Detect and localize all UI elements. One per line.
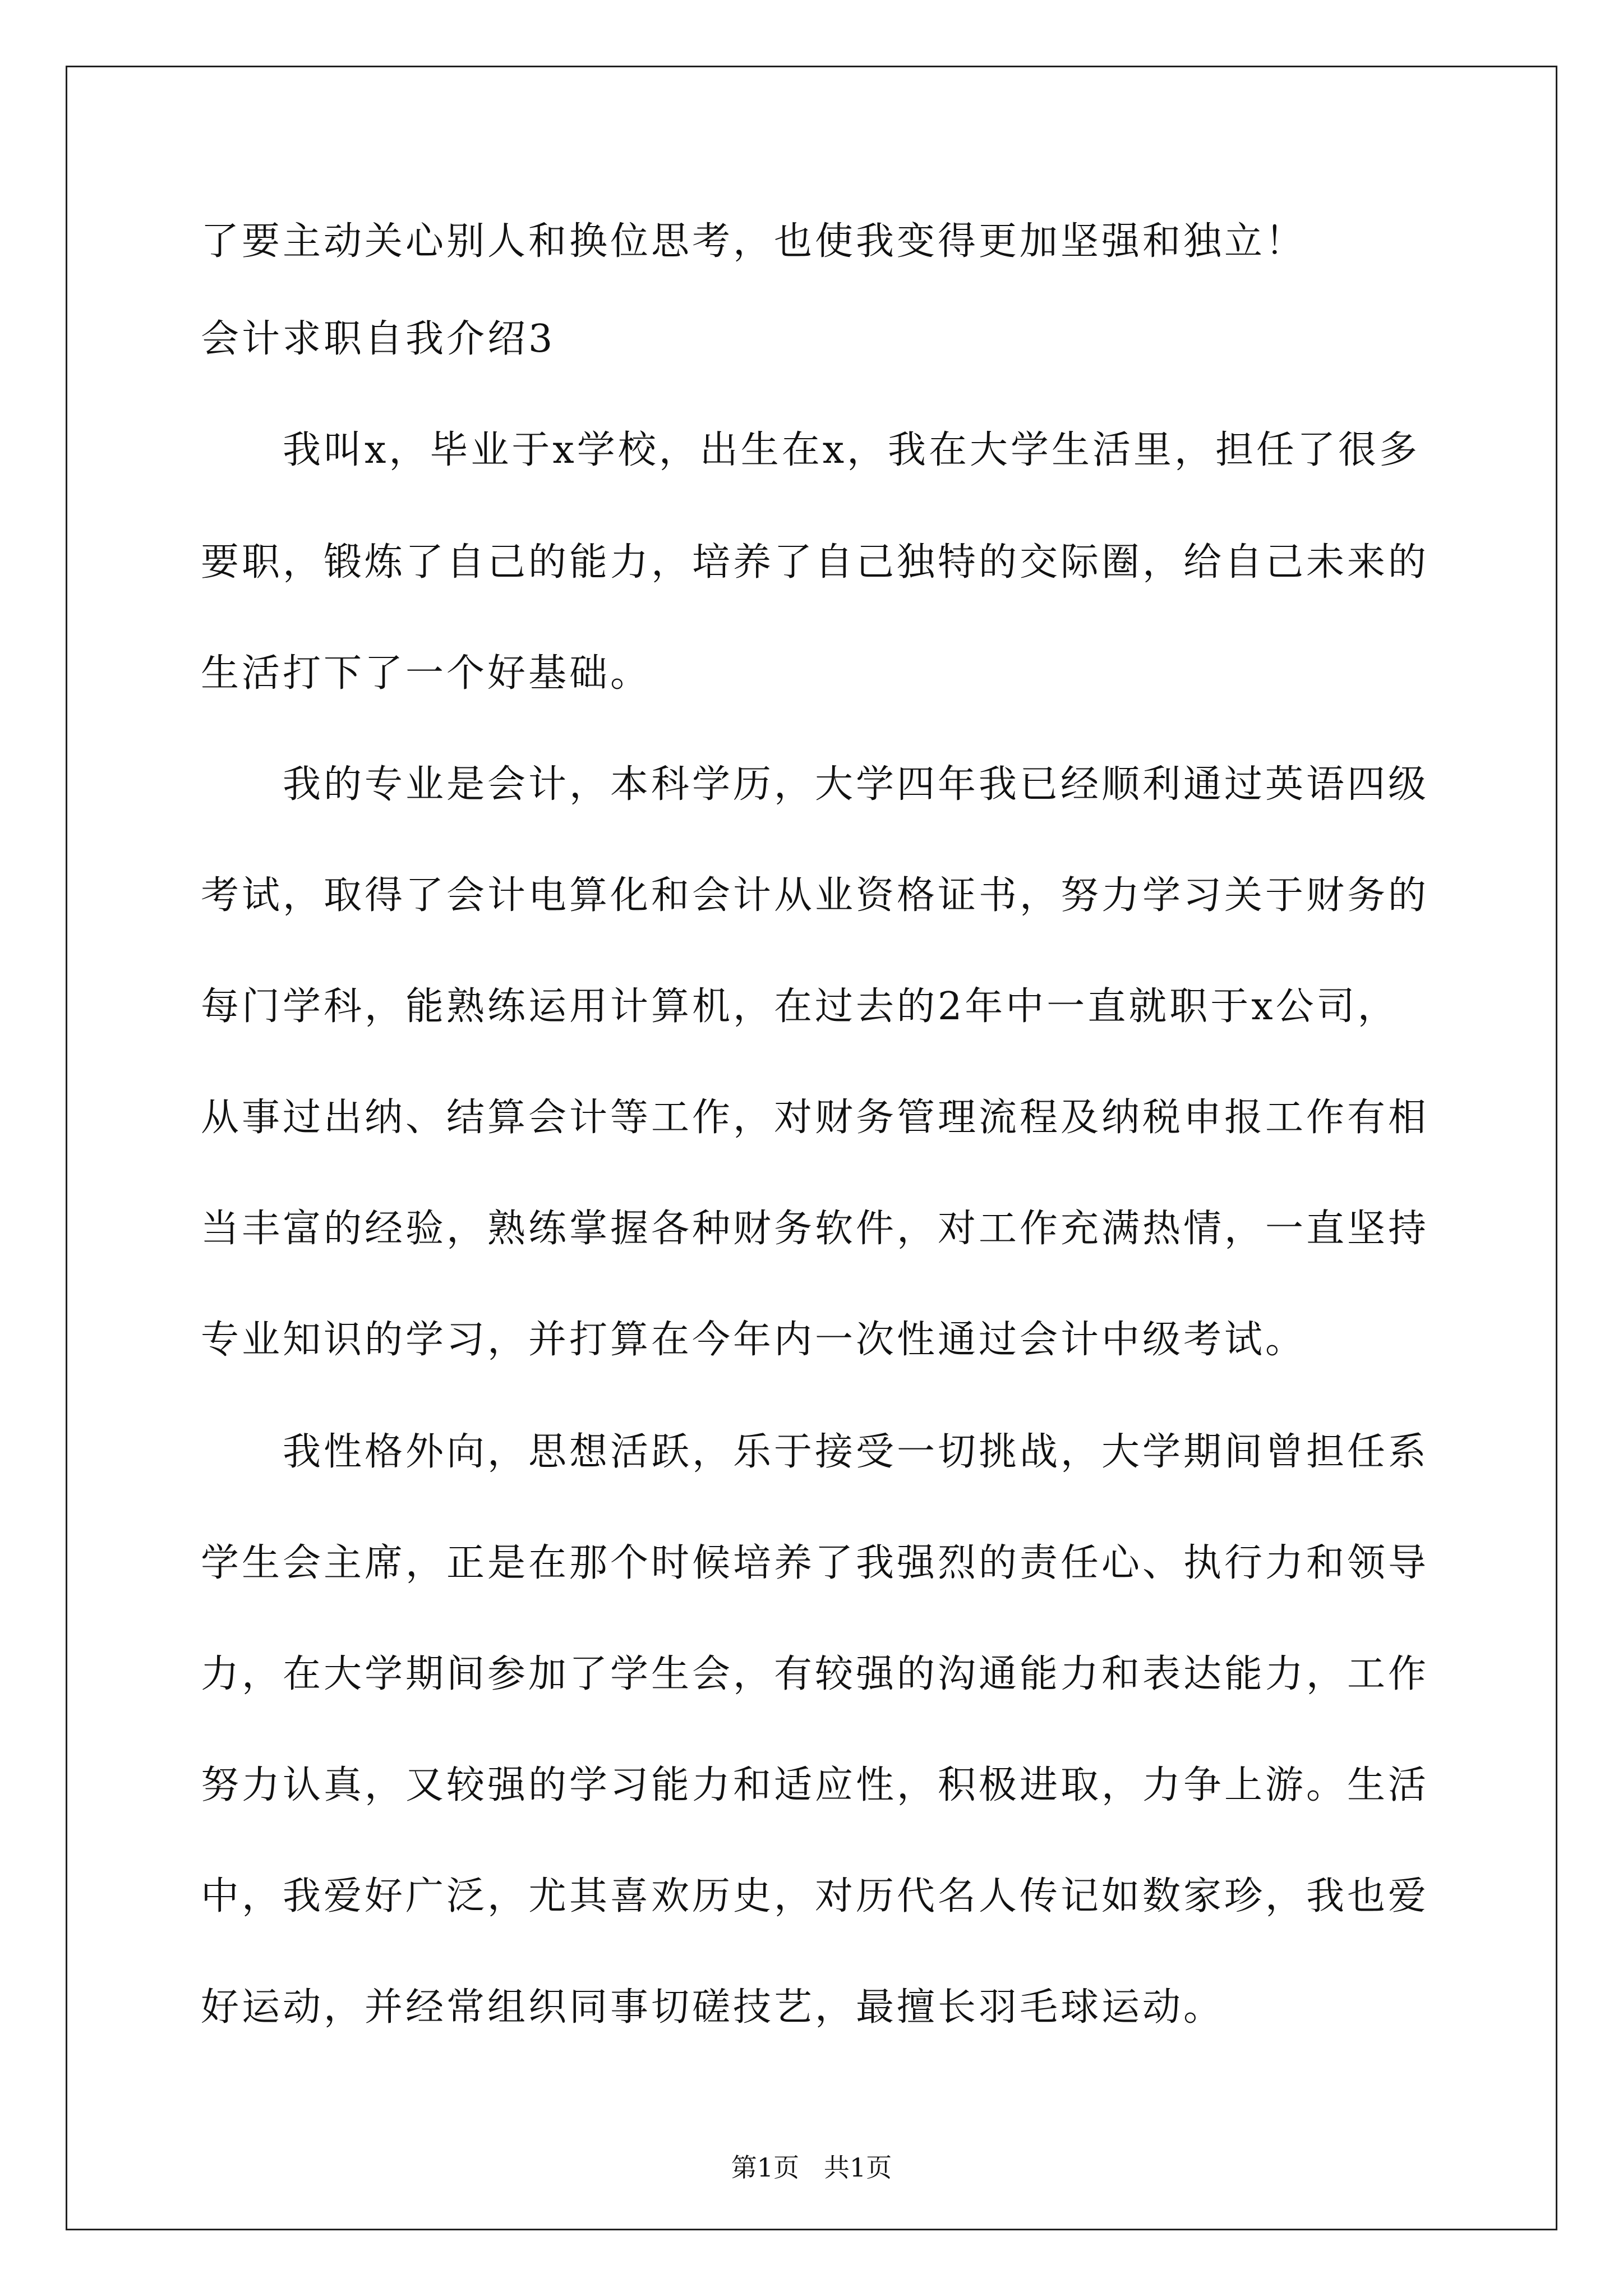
text-line: 当丰富的经验，熟练掌握各种财务软件，对工作充满热情，一直坚持 [201,1207,1430,1251]
text-line: 努力认真，又较强的学习能力和适应性，积极进取，力争上游。生活 [201,1763,1430,1807]
text-line: 要职，锻炼了自己的能力，培养了自己独特的交际圈，给自己未来的 [201,540,1430,585]
text-line: 专业知识的学习，并打算在今年内一次性通过会计中级考试。 [201,1318,1307,1362]
text-line: 我叫x，毕业于x学校，出生在x，我在大学生活里，担任了很多 [283,428,1421,472]
text-line: 我的专业是会计，本科学历，大学四年我已经顺利通过英语四级 [283,762,1430,807]
text-line: 每门学科，能熟练运用计算机，在过去的2年中一直就职于x公司， [201,984,1399,1029]
text-line: 好运动，并经常组织同事切磋技艺，最擅长羽毛球运动。 [201,1985,1225,2030]
page-footer: 第1页 共1页 [731,2152,892,2183]
text-line: 考试，取得了会计电算化和会计从业资格证书，努力学习关于财务的 [201,873,1430,918]
text-line: 中，我爱好广泛，尤其喜欢历史，对历代名人传记如数家珍，我也爱 [201,1874,1430,1918]
text-line: 生活打下了一个好基础。 [201,651,652,696]
text-line: 我性格外向，思想活跃，乐于接受一切挑战，大学期间曾担任系 [283,1430,1430,1474]
text-line: 从事过出纳、结算会计等工作，对财务管理流程及纳税申报工作有相 [201,1096,1430,1140]
text-line: 力，在大学期间参加了学生会，有较强的沟通能力和表达能力，工作 [201,1652,1430,1696]
text-line: 了要主动关心别人和换位思考，也使我变得更加坚强和独立！ [201,219,1307,264]
section-heading: 会计求职自我介绍3 [201,317,556,361]
text-line: 学生会主席，正是在那个时候培养了我强烈的责任心、执行力和领导 [201,1541,1430,1585]
